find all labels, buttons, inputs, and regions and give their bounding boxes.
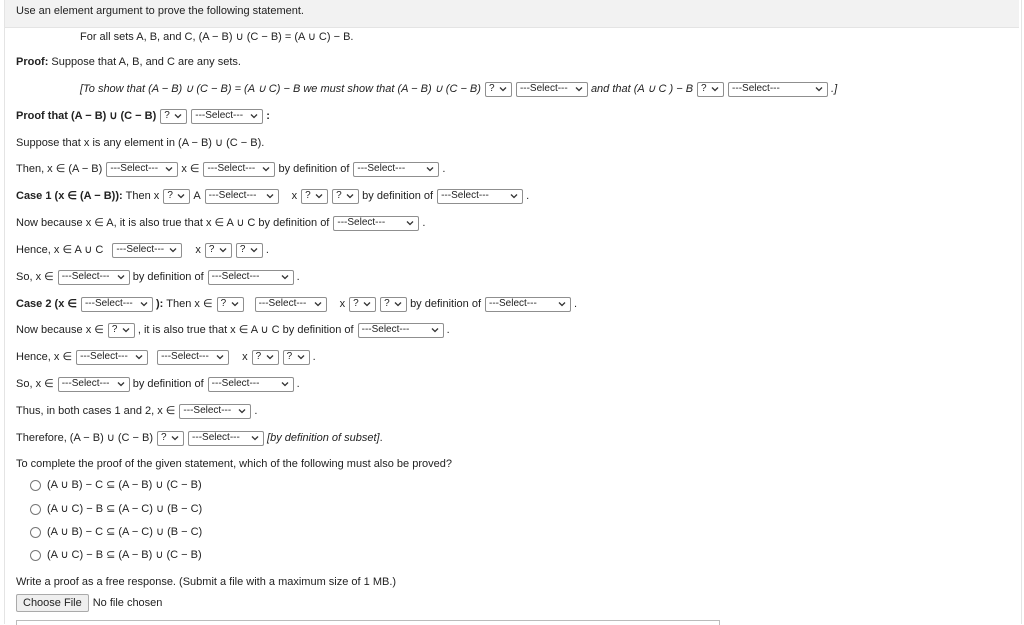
so1-text-a: So, x ∈: [16, 271, 54, 283]
question-row: [16, 455, 452, 473]
now1-end: .: [422, 217, 426, 229]
relation-select[interactable]: ?: [697, 82, 724, 97]
set-select[interactable]: ---Select---: [179, 404, 251, 419]
chevron-down-icon: [405, 218, 415, 228]
definition-select[interactable]: ---Select---: [353, 162, 439, 177]
prompt-row: [16, 2, 304, 20]
chevron-down-icon: [249, 245, 259, 255]
suppose-text: Suppose that x is any element in (A − B) ∪ (C − B).: [16, 137, 265, 149]
then-row: [16, 160, 445, 178]
chevron-down-icon: [237, 406, 247, 416]
therefore-text-a: Therefore, (A − B) ∪ (C − B): [16, 432, 154, 444]
file-status: No file chosen: [92, 597, 163, 609]
set-select[interactable]: ---Select---: [516, 82, 588, 97]
proof-intro-row: [16, 53, 241, 71]
connective-select[interactable]: ---Select---: [205, 189, 279, 204]
case1-text-c: x: [291, 190, 298, 202]
relation-select[interactable]: ?: [252, 350, 279, 365]
set-select[interactable]: ?: [380, 297, 407, 312]
case2-text-a: Then x ∈: [166, 298, 213, 310]
set-select[interactable]: ---Select---: [76, 350, 148, 365]
hence1-text-a: Hence, x ∈ A ∪ C: [16, 244, 104, 256]
set-select[interactable]: ---Select---: [191, 109, 263, 124]
hence1-end: .: [265, 244, 269, 256]
therefore-row: [16, 429, 383, 447]
hence1-text-b: x: [195, 244, 201, 256]
hence2-text-b: x: [242, 351, 248, 363]
proof-that-colon: :: [266, 110, 270, 122]
definition-select[interactable]: ---Select---: [358, 323, 444, 338]
choose-file-button[interactable]: Choose File: [16, 594, 89, 612]
chevron-down-icon: [168, 245, 178, 255]
set-select[interactable]: ?: [283, 350, 310, 365]
connective-select[interactable]: ---Select---: [157, 350, 229, 365]
chevron-down-icon: [218, 245, 228, 255]
thus-text: Thus, in both cases 1 and 2, x ∈: [16, 405, 176, 417]
chevron-down-icon: [314, 191, 324, 201]
definition-select[interactable]: ---Select---: [333, 216, 419, 231]
chevron-down-icon: [261, 164, 271, 174]
therefore-end: .: [379, 432, 383, 444]
case2-text-c: by definition of: [410, 298, 481, 310]
then-text-b: x ∈: [181, 163, 200, 175]
so1-end: .: [296, 271, 300, 283]
case1-label: Case 1 (x ∈ (A − B)):: [16, 190, 123, 202]
thus-row: [16, 402, 257, 420]
set-select[interactable]: ---Select---: [58, 377, 130, 392]
option-label: (A ∪ B) − C ⊆ (A − C) ∪ (B − C): [47, 526, 203, 538]
so2-end: .: [296, 378, 300, 390]
now2-end: .: [446, 324, 450, 336]
chevron-down-icon: [134, 352, 144, 362]
chevron-down-icon: [121, 325, 131, 335]
chevron-down-icon: [249, 111, 259, 121]
chevron-down-icon: [173, 111, 183, 121]
then-text-c: by definition of: [278, 163, 350, 175]
set-select[interactable]: ---Select---: [728, 82, 828, 97]
connective-select[interactable]: ---Select---: [255, 297, 327, 312]
file-upload-row: [16, 594, 162, 612]
chevron-down-icon: [265, 191, 275, 201]
chevron-down-icon: [230, 299, 240, 309]
prompt-text: Use an element argument to prove the following statement.: [16, 5, 304, 17]
relation-select[interactable]: ?: [485, 82, 512, 97]
now1-text: Now because x ∈ A, it is also true that x ∈ A ∪ C by definition of: [16, 217, 330, 229]
relation-select[interactable]: ?: [163, 189, 190, 204]
so1-text-b: by definition of: [132, 271, 204, 283]
case2-label-a: Case 2 (x ∈: [16, 298, 77, 310]
so2-row: [16, 375, 300, 393]
chevron-down-icon: [393, 299, 403, 309]
statement-text: For all sets A, B, and C, (A − B) ∪ (C − B) = (A ∪ C) − B.: [80, 31, 354, 43]
case1-text-a: Then x: [125, 190, 160, 202]
hence2-text-a: Hence, x ∈: [16, 351, 73, 363]
now2-row: [16, 321, 450, 339]
radio-button[interactable]: [30, 480, 41, 491]
option-1[interactable]: [30, 476, 202, 494]
radio-button[interactable]: [30, 504, 41, 515]
definition-select[interactable]: ---Select---: [208, 377, 294, 392]
chevron-down-icon: [509, 191, 519, 201]
free-response-row: [16, 573, 396, 591]
therefore-text-b: [by definition of subset]: [267, 432, 380, 444]
definition-select[interactable]: ---Select---: [208, 270, 294, 285]
chevron-down-icon: [164, 164, 174, 174]
option-4[interactable]: [30, 546, 202, 564]
chevron-down-icon: [574, 84, 584, 94]
show-line-text-3: .]: [831, 83, 838, 95]
chevron-down-icon: [557, 299, 567, 309]
chevron-down-icon: [425, 164, 435, 174]
chevron-down-icon: [176, 191, 186, 201]
set-select[interactable]: ?: [108, 323, 135, 338]
chevron-down-icon: [280, 272, 290, 282]
so2-text-b: by definition of: [132, 378, 204, 390]
chevron-down-icon: [498, 84, 508, 94]
chevron-down-icon: [170, 433, 180, 443]
chevron-down-icon: [814, 84, 824, 94]
relation-select[interactable]: ?: [205, 243, 232, 258]
relation-select[interactable]: ?: [301, 189, 328, 204]
connective-select[interactable]: ---Select---: [106, 162, 178, 177]
option-3[interactable]: [30, 523, 202, 541]
relation-select[interactable]: ?: [157, 431, 184, 446]
hence2-row: [16, 348, 316, 366]
chevron-down-icon: [250, 433, 260, 443]
option-label: (A ∪ B) − C ⊆ (A − B) ∪ (C − B): [47, 479, 202, 491]
chevron-down-icon: [313, 299, 323, 309]
response-textarea[interactable]: [16, 620, 720, 625]
proof-that-row: [16, 107, 270, 125]
chevron-down-icon: [280, 379, 290, 389]
case1-end: .: [526, 190, 530, 202]
relation-select[interactable]: ?: [160, 109, 187, 124]
so2-text-a: So, x ∈: [16, 378, 54, 390]
chevron-down-icon: [296, 352, 306, 362]
chevron-down-icon: [265, 352, 275, 362]
then-end: .: [442, 163, 446, 175]
proof-that-label: Proof that (A − B) ∪ (C − B): [16, 110, 157, 122]
case1-text-d: by definition of: [362, 190, 434, 202]
question-text: To complete the proof of the given statement, which of the following must also be proved?: [16, 458, 452, 470]
hence1-row: [16, 241, 269, 259]
now1-row: [16, 214, 425, 232]
radio-button[interactable]: [30, 550, 41, 561]
case1-row: [16, 187, 529, 205]
thus-end: .: [254, 405, 258, 417]
so1-row: [16, 268, 300, 286]
option-label: (A ∪ C) − B ⊆ (A − C) ∪ (B − C): [47, 503, 203, 515]
chevron-down-icon: [116, 379, 126, 389]
option-2[interactable]: [30, 500, 202, 518]
radio-button[interactable]: [30, 527, 41, 538]
relation-select[interactable]: ?: [217, 297, 244, 312]
free-response-text: Write a proof as a free response. (Submit a file with a maximum size of 1 MB.): [16, 576, 397, 588]
case2-text-b: x: [339, 298, 346, 310]
set-select[interactable]: ---Select---: [203, 162, 275, 177]
set-select[interactable]: ?: [236, 243, 263, 258]
definition-select[interactable]: ---Select---: [485, 297, 571, 312]
chevron-down-icon: [215, 352, 225, 362]
set-select[interactable]: ---Select---: [188, 431, 264, 446]
then-text-a: Then, x ∈ (A − B): [16, 163, 103, 175]
hence2-end: .: [312, 351, 316, 363]
chevron-down-icon: [362, 299, 372, 309]
now2-text-b: , it is also true that x ∈ A ∪ C by definition of: [137, 324, 354, 336]
chevron-down-icon: [345, 191, 355, 201]
statement-row: [80, 28, 353, 46]
definition-select[interactable]: ---Select---: [437, 189, 523, 204]
chevron-down-icon: [139, 299, 149, 309]
case2-end: .: [574, 298, 578, 310]
option-label: (A ∪ C) − B ⊆ (A − B) ∪ (C − B): [47, 549, 202, 561]
connective-select[interactable]: ---Select---: [112, 243, 182, 258]
proof-label: Proof:: [16, 56, 49, 68]
case2-row: [16, 295, 577, 313]
chevron-down-icon: [430, 325, 440, 335]
show-line-text-1: [To show that (A − B) ∪ (C − B) = (A ∪ C) − B we must show that (A − B) ∪ (C − B): [80, 83, 481, 95]
proof-intro-text: Suppose that A, B, and C are any sets.: [51, 56, 241, 68]
relation-select[interactable]: ?: [349, 297, 376, 312]
set-select[interactable]: ---Select---: [81, 297, 153, 312]
case1-text-b: A: [193, 190, 201, 202]
now2-text-a: Now because x ∈: [16, 324, 104, 336]
chevron-down-icon: [710, 84, 720, 94]
show-line-text-2: and that (A ∪ C ) − B: [590, 83, 694, 95]
show-line-row: [80, 80, 837, 98]
chevron-down-icon: [116, 272, 126, 282]
set-select[interactable]: ---Select---: [58, 270, 130, 285]
case2-label-b: ):: [155, 298, 164, 310]
set-select[interactable]: ?: [332, 189, 359, 204]
suppose-row: [16, 134, 264, 152]
